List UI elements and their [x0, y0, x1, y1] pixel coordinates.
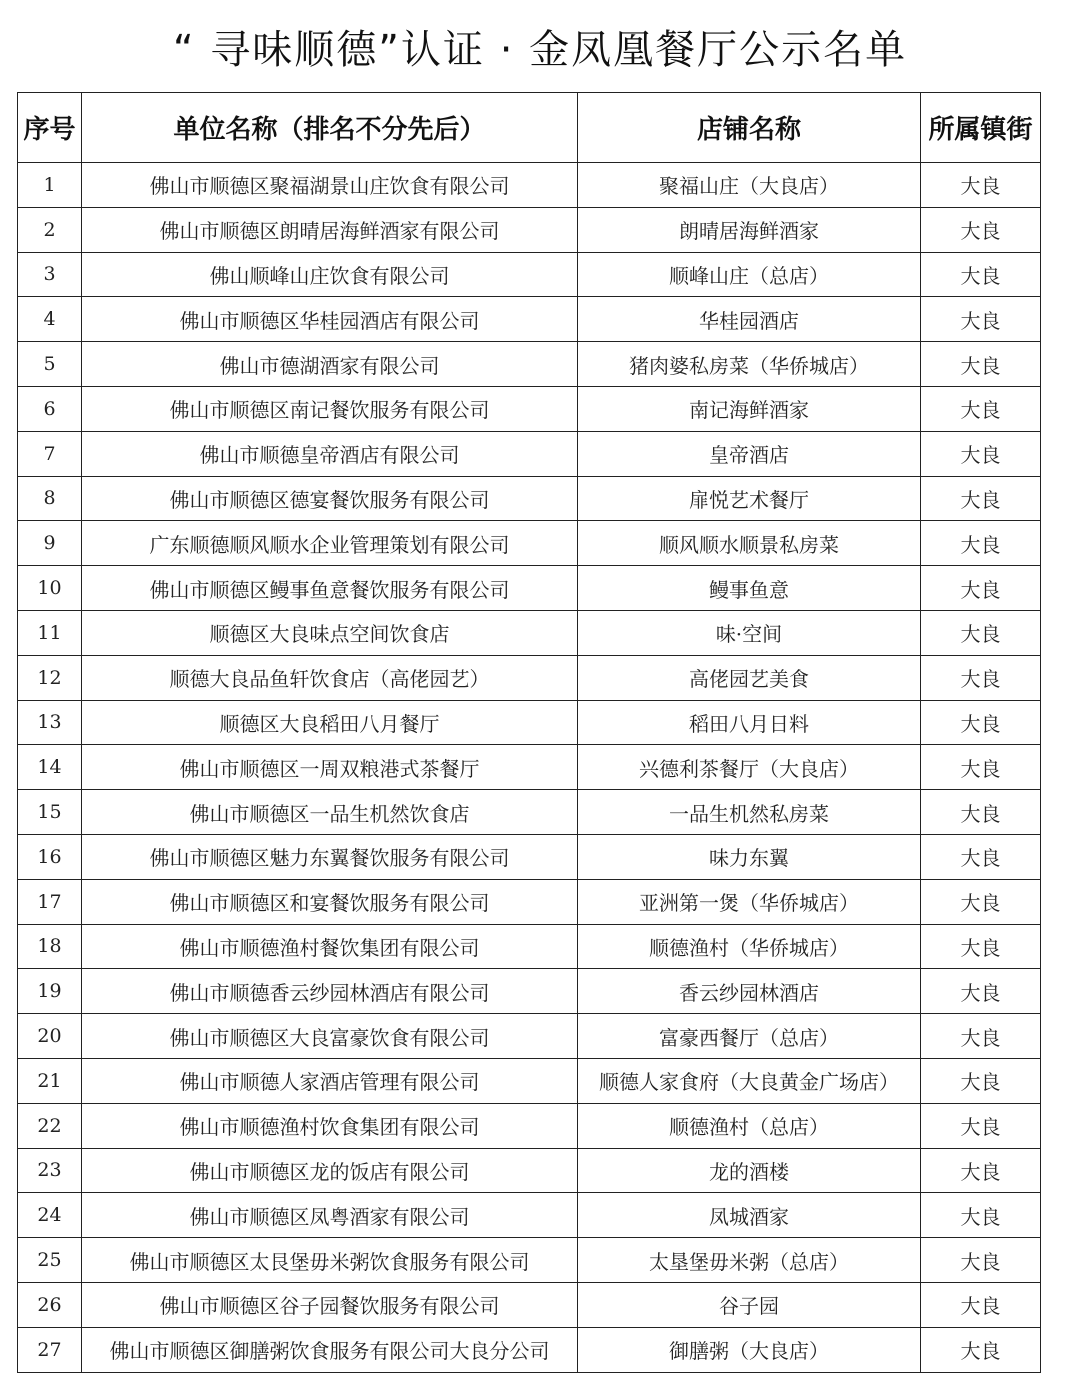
row-index: 6: [18, 386, 82, 431]
town-name: 大良: [921, 700, 1041, 745]
company-name: 佛山市顺德区和宴餐饮服务有限公司: [82, 879, 578, 924]
company-name: 顺德大良品鱼轩饮食店（高佬园艺）: [82, 655, 578, 700]
company-name: 佛山市顺德区魅力东翼餐饮服务有限公司: [82, 834, 578, 879]
row-index: 25: [18, 1238, 82, 1283]
row-index: 21: [18, 1058, 82, 1103]
company-name: 佛山市顺德区华桂园酒店有限公司: [82, 297, 578, 342]
row-index: 1: [18, 163, 82, 208]
page-title: “ 寻味顺德”认证 · 金凤凰餐厅公示名单: [172, 27, 908, 73]
row-index: 16: [18, 834, 82, 879]
row-index: 3: [18, 252, 82, 297]
store-name: 顺德人家食府（大良黄金广场店）: [578, 1058, 921, 1103]
store-name: 味·空间: [578, 610, 921, 655]
town-name: 大良: [921, 1238, 1041, 1283]
row-index: 18: [18, 924, 82, 969]
row-index: 8: [18, 476, 82, 521]
town-name: 大良: [921, 1193, 1041, 1238]
table-row: [18, 1058, 1041, 1103]
town-name: 大良: [921, 1014, 1041, 1059]
row-index: 13: [18, 700, 82, 745]
row-index: 12: [18, 655, 82, 700]
company-name: 佛山市顺德区凤粤酒家有限公司: [82, 1193, 578, 1238]
town-name: 大良: [921, 969, 1041, 1014]
row-index: 19: [18, 969, 82, 1014]
town-name: 大良: [921, 431, 1041, 476]
table-row: [18, 700, 1041, 745]
row-index: 9: [18, 521, 82, 566]
row-index: 7: [18, 431, 82, 476]
company-name: 佛山市顺德区一周双粮港式茶餐厅: [82, 745, 578, 790]
table-header-row: [18, 93, 1041, 163]
row-index: 17: [18, 879, 82, 924]
store-name: 聚福山庄（大良店）: [578, 163, 921, 208]
store-name: 一品生机然私房菜: [578, 790, 921, 835]
town-name: 大良: [921, 879, 1041, 924]
table-row: [18, 1327, 1041, 1372]
table-row: [18, 342, 1041, 387]
row-index: 10: [18, 566, 82, 611]
table-row: [18, 969, 1041, 1014]
company-name: 顺德区大良稻田八月餐厅: [82, 700, 578, 745]
row-index: 24: [18, 1193, 82, 1238]
table-row: [18, 386, 1041, 431]
company-name: 佛山市顺德区聚福湖景山庄饮食有限公司: [82, 163, 578, 208]
store-name: 鳗事鱼意: [578, 566, 921, 611]
store-name: 顺风顺水顺景私房菜: [578, 521, 921, 566]
town-name: 大良: [921, 252, 1041, 297]
table-row: [18, 924, 1041, 969]
store-name: 顺德渔村（华侨城店）: [578, 924, 921, 969]
table-row: [18, 566, 1041, 611]
store-name: 华桂园酒店: [578, 297, 921, 342]
company-name: 佛山市顺德渔村餐饮集团有限公司: [82, 924, 578, 969]
column-header-town: 所属镇街: [921, 93, 1041, 163]
table-row: [18, 1148, 1041, 1193]
table-row: [18, 431, 1041, 476]
company-name: 佛山市顺德渔村饮食集团有限公司: [82, 1103, 578, 1148]
store-name: 顺德渔村（总店）: [578, 1103, 921, 1148]
table-row: [18, 252, 1041, 297]
table-row: [18, 834, 1041, 879]
table-row: [18, 1014, 1041, 1059]
town-name: 大良: [921, 924, 1041, 969]
row-index: 23: [18, 1148, 82, 1193]
town-name: 大良: [921, 521, 1041, 566]
column-header-store: 店铺名称: [578, 93, 921, 163]
row-index: 27: [18, 1327, 82, 1372]
town-name: 大良: [921, 297, 1041, 342]
town-name: 大良: [921, 610, 1041, 655]
town-name: 大良: [921, 163, 1041, 208]
town-name: 大良: [921, 834, 1041, 879]
town-name: 大良: [921, 476, 1041, 521]
table-row: [18, 1193, 1041, 1238]
store-name: 太垦堡毋米粥（总店）: [578, 1238, 921, 1283]
store-name: 顺峰山庄（总店）: [578, 252, 921, 297]
town-name: 大良: [921, 207, 1041, 252]
store-name: 南记海鲜酒家: [578, 386, 921, 431]
company-name: 佛山市顺德区鳗事鱼意餐饮服务有限公司: [82, 566, 578, 611]
company-name: 佛山市顺德香云纱园林酒店有限公司: [82, 969, 578, 1014]
table-row: [18, 207, 1041, 252]
table-row: [18, 521, 1041, 566]
store-name: 谷子园: [578, 1282, 921, 1327]
row-index: 26: [18, 1282, 82, 1327]
company-name: 佛山市顺德区御膳粥饮食服务有限公司大良分公司: [82, 1327, 578, 1372]
company-name: 佛山市顺德区南记餐饮服务有限公司: [82, 386, 578, 431]
column-header-index: 序号: [18, 93, 82, 163]
table-row: [18, 1103, 1041, 1148]
restaurant-list-table: [17, 92, 1041, 1373]
store-name: 扉悦艺术餐厅: [578, 476, 921, 521]
row-index: 22: [18, 1103, 82, 1148]
town-name: 大良: [921, 655, 1041, 700]
town-name: 大良: [921, 790, 1041, 835]
town-name: 大良: [921, 386, 1041, 431]
column-header-company: 单位名称（排名不分先后）: [82, 93, 578, 163]
town-name: 大良: [921, 1058, 1041, 1103]
town-name: 大良: [921, 342, 1041, 387]
store-name: 稻田八月日料: [578, 700, 921, 745]
store-name: 兴德利茶餐厅（大良店）: [578, 745, 921, 790]
store-name: 凤城酒家: [578, 1193, 921, 1238]
table-row: [18, 790, 1041, 835]
store-name: 皇帝酒店: [578, 431, 921, 476]
store-name: 富豪西餐厅（总店）: [578, 1014, 921, 1059]
table-row: [18, 1238, 1041, 1283]
table-row: [18, 610, 1041, 655]
row-index: 15: [18, 790, 82, 835]
table-body: [18, 163, 1041, 1373]
store-name: 亚洲第一煲（华侨城店）: [578, 879, 921, 924]
table-row: [18, 476, 1041, 521]
store-name: 猪肉婆私房菜（华侨城店）: [578, 342, 921, 387]
store-name: 香云纱园林酒店: [578, 969, 921, 1014]
company-name: 佛山市顺德人家酒店管理有限公司: [82, 1058, 578, 1103]
store-name: 味力东翼: [578, 834, 921, 879]
table-row: [18, 297, 1041, 342]
town-name: 大良: [921, 1282, 1041, 1327]
company-name: 佛山市德湖酒家有限公司: [82, 342, 578, 387]
company-name: 佛山市顺德皇帝酒店有限公司: [82, 431, 578, 476]
company-name: 佛山市顺德区太艮堡毋米粥饮食服务有限公司: [82, 1238, 578, 1283]
company-name: 佛山市顺德区龙的饭店有限公司: [82, 1148, 578, 1193]
table-row: [18, 1282, 1041, 1327]
store-name: 朗晴居海鲜酒家: [578, 207, 921, 252]
table-row: [18, 745, 1041, 790]
table-row: [18, 655, 1041, 700]
town-name: 大良: [921, 1103, 1041, 1148]
company-name: 佛山市顺德区一品生机然饮食店: [82, 790, 578, 835]
row-index: 20: [18, 1014, 82, 1059]
table-row: [18, 163, 1041, 208]
company-name: 广东顺德顺风顺水企业管理策划有限公司: [82, 521, 578, 566]
store-name: 御膳粥（大良店）: [578, 1327, 921, 1372]
company-name: 佛山市顺德区朗晴居海鲜酒家有限公司: [82, 207, 578, 252]
company-name: 佛山市顺德区谷子园餐饮服务有限公司: [82, 1282, 578, 1327]
table-row: [18, 879, 1041, 924]
company-name: 顺德区大良味点空间饮食店: [82, 610, 578, 655]
town-name: 大良: [921, 745, 1041, 790]
town-name: 大良: [921, 1327, 1041, 1372]
row-index: 11: [18, 610, 82, 655]
town-name: 大良: [921, 566, 1041, 611]
company-name: 佛山顺峰山庄饮食有限公司: [82, 252, 578, 297]
town-name: 大良: [921, 1148, 1041, 1193]
company-name: 佛山市顺德区大良富豪饮食有限公司: [82, 1014, 578, 1059]
row-index: 14: [18, 745, 82, 790]
company-name: 佛山市顺德区德宴餐饮服务有限公司: [82, 476, 578, 521]
store-name: 龙的酒楼: [578, 1148, 921, 1193]
row-index: 5: [18, 342, 82, 387]
row-index: 2: [18, 207, 82, 252]
row-index: 4: [18, 297, 82, 342]
store-name: 高佬园艺美食: [578, 655, 921, 700]
